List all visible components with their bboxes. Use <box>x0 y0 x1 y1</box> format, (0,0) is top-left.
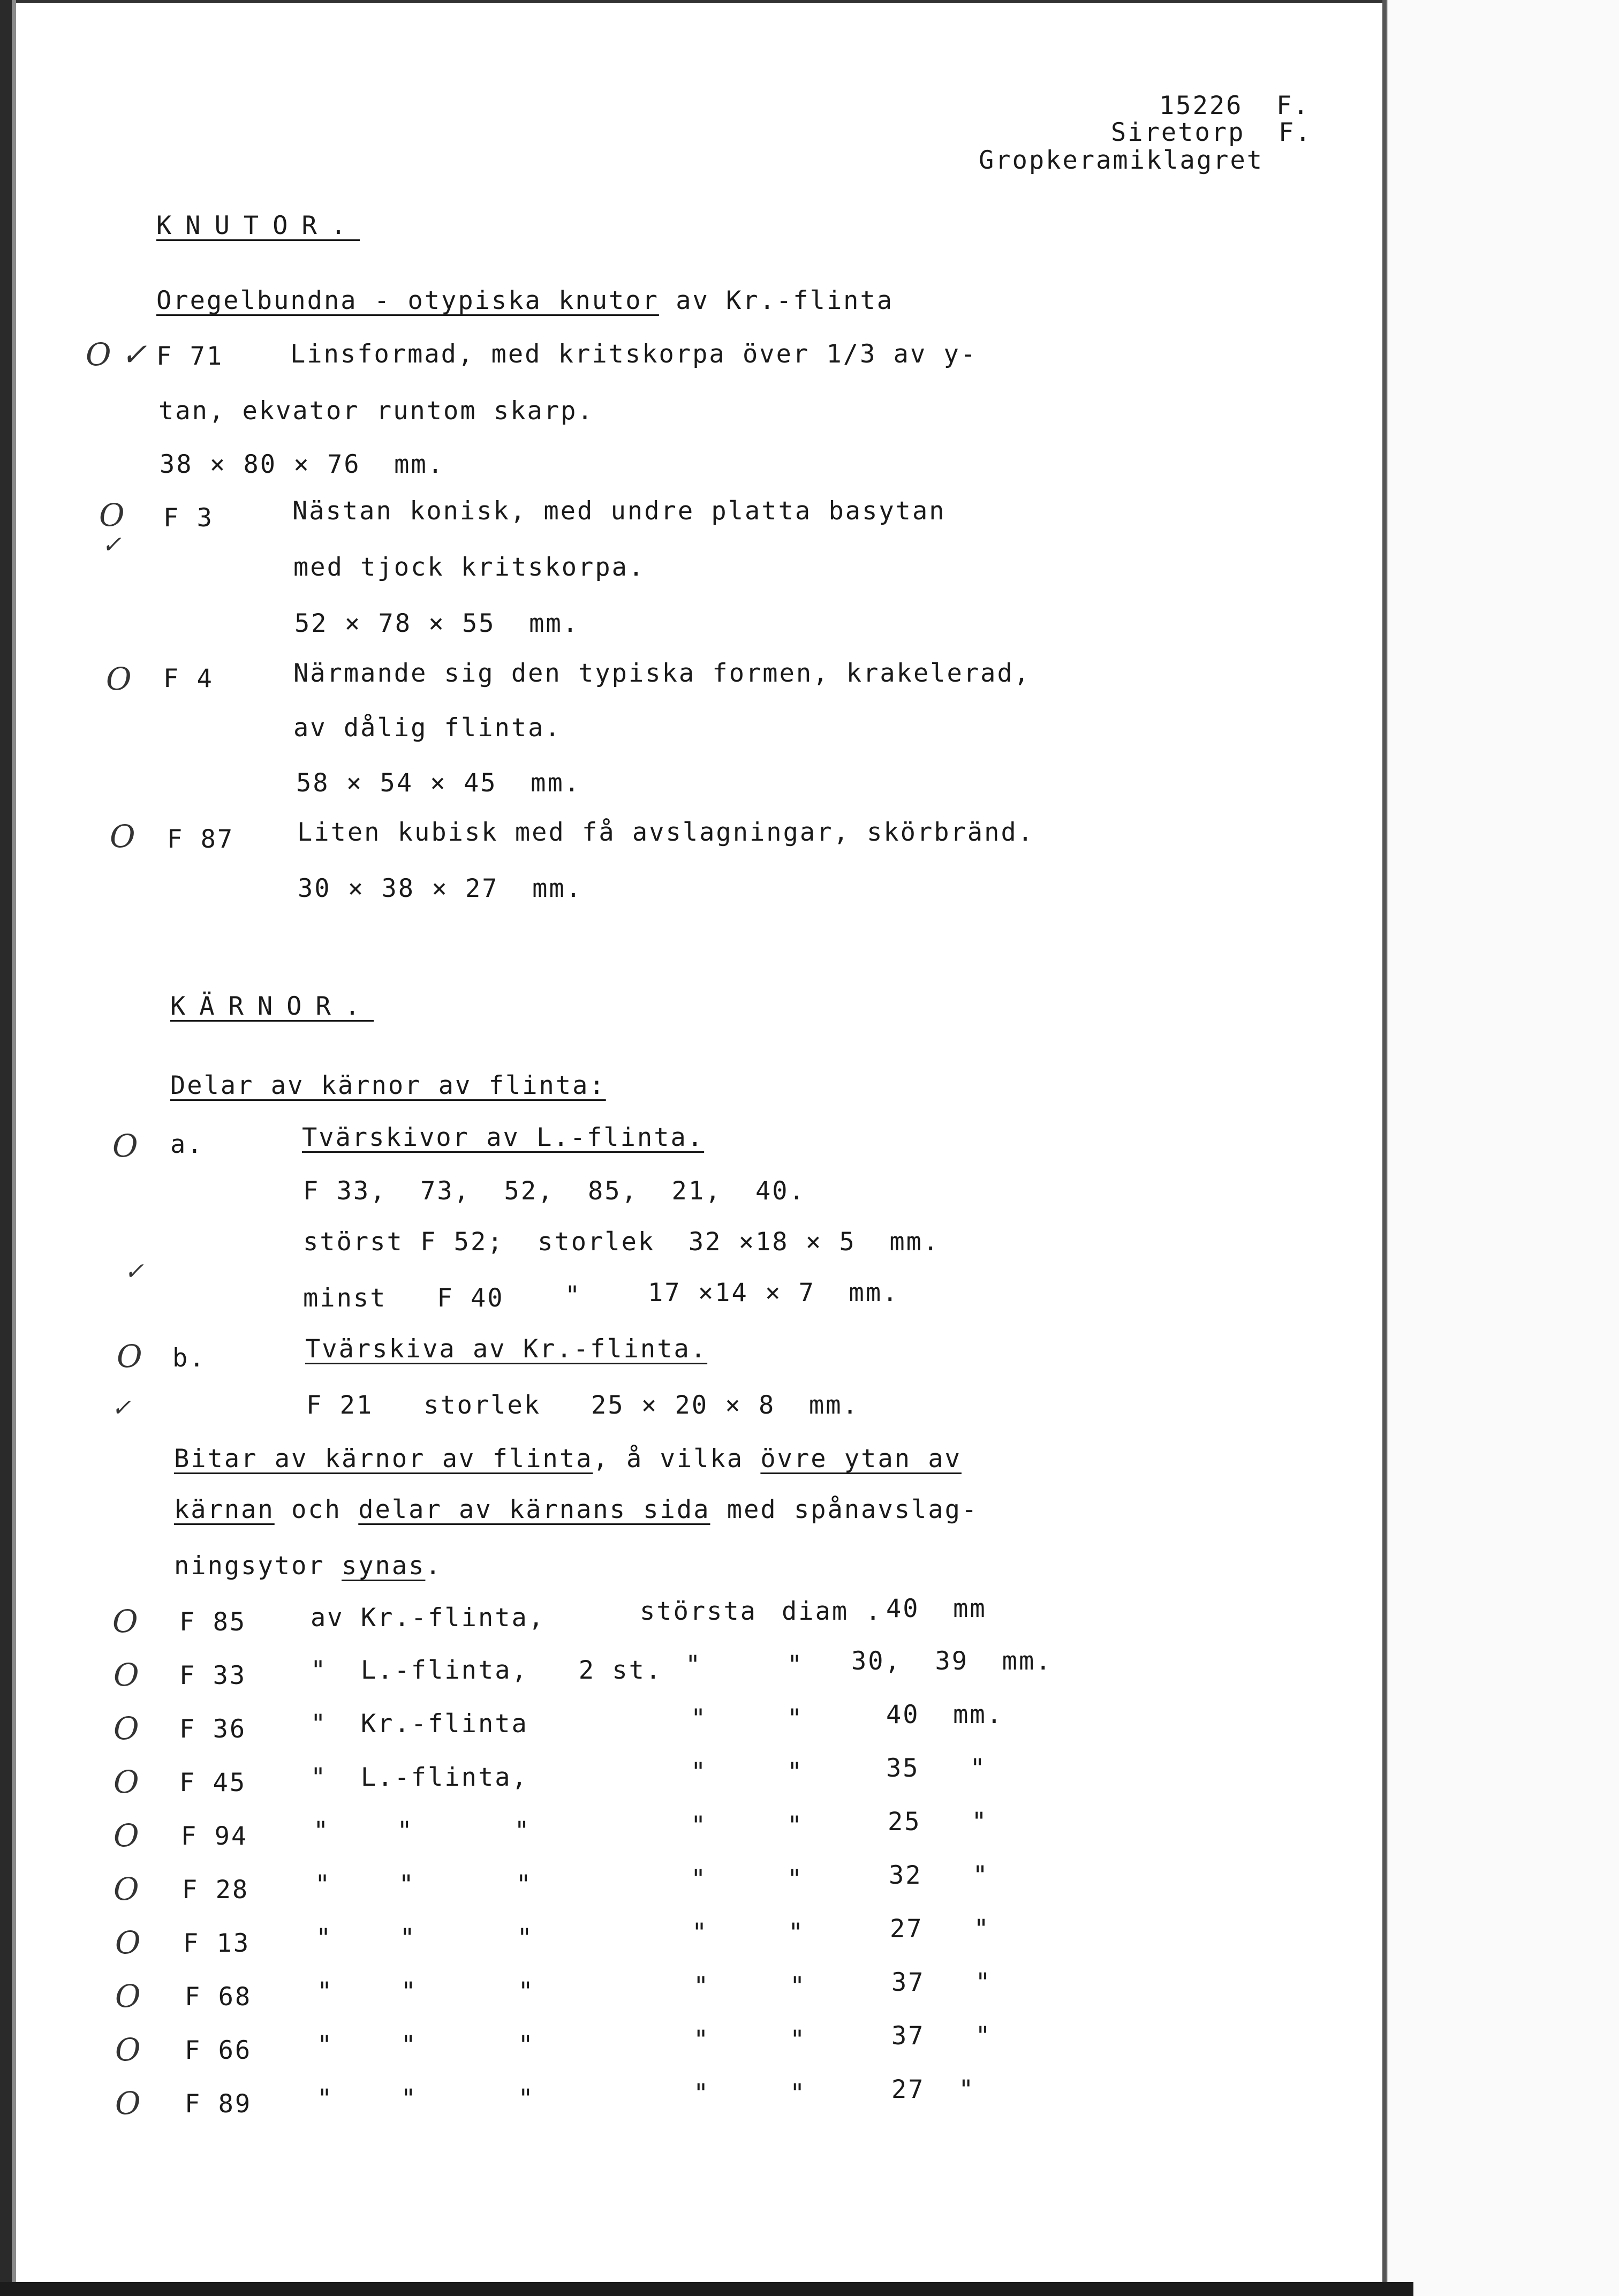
row-col2: " <box>790 1972 807 2001</box>
check-mark: ✓ <box>102 531 122 558</box>
section-subtitle-karnor: Delar av kärnor av flinta: <box>170 1071 606 1100</box>
row-description: " " " <box>317 2030 535 2060</box>
row-value: 27 " <box>890 1914 990 1944</box>
margin-mark: O <box>112 1603 138 1640</box>
header-catalog-number: 15226 F. <box>1159 91 1310 120</box>
row-value: 25 " <box>888 1807 988 1837</box>
row-value: 30, 39 mm. <box>851 1647 1053 1676</box>
scan-background-right <box>1387 0 1619 2296</box>
row-col2: " <box>788 1918 805 1947</box>
margin-mark: O <box>99 497 125 533</box>
row-description: " " " <box>313 1816 531 1846</box>
row-id: F 68 <box>185 1982 252 2012</box>
item-smallest-dims-a: 17 ×14 × 7 mm. <box>648 1278 899 1308</box>
row-description: " " " <box>316 1923 534 1953</box>
header-layer: Gropkeramiklagret <box>979 146 1264 175</box>
row-value: 32 " <box>889 1861 989 1890</box>
row-id: F 89 <box>185 2089 252 2119</box>
row-description: " " " <box>317 1977 535 2006</box>
paragraph-line1: Bitar av kärnor av flinta, å vilka övre ytan av <box>174 1444 962 1474</box>
row-col2: " <box>790 2079 807 2108</box>
section-title-knutor: KNUTOR. <box>156 211 360 240</box>
row-description: " L.-flinta, 2 st. <box>311 1656 663 1685</box>
row-col1: största <box>640 1597 758 1626</box>
row-description: " " " <box>315 1870 533 1899</box>
item-largest-a: störst F 52; storlek 32 ×18 × 5 mm. <box>303 1227 940 1257</box>
row-col2: " <box>787 1704 804 1733</box>
item-description-cont: av dålig flinta. <box>293 713 562 743</box>
margin-mark: O <box>117 1338 142 1374</box>
row-description: " L.-flinta, <box>311 1763 528 1792</box>
item-line-b: F 21 storlek 25 × 20 × 8 mm. <box>306 1391 859 1420</box>
row-col1: " <box>693 1972 710 2001</box>
margin-mark: O <box>115 2085 141 2121</box>
row-value: 37 " <box>891 1968 992 1997</box>
row-col1: " <box>685 1650 702 1680</box>
row-id: F 33 <box>179 1661 247 1690</box>
row-col1: " <box>691 1864 708 1894</box>
margin-mark: O <box>115 1978 141 2014</box>
paragraph-line3: ningsytor synas. <box>174 1551 442 1581</box>
margin-mark: O <box>106 661 132 697</box>
row-col1: " <box>691 1811 708 1840</box>
row-id: F 28 <box>182 1875 249 1905</box>
item-description-cont: med tjock kritskorpa. <box>293 553 646 582</box>
row-id: F 45 <box>179 1768 247 1797</box>
paragraph-line2: kärnan och delar av kärnans sida med spånavslag- <box>174 1495 979 1524</box>
item-list-a: F 33, 73, 52, 85, 21, 40. <box>303 1176 806 1206</box>
item-label-a: a. <box>170 1130 204 1159</box>
item-id: F 3 <box>163 503 214 533</box>
item-dimensions: 30 × 38 × 27 mm. <box>298 874 583 903</box>
row-col1: " <box>691 1704 708 1733</box>
row-col1: " <box>693 2025 710 2055</box>
scan-edge-top <box>0 0 1387 3</box>
scan-edge-right <box>1382 0 1387 2296</box>
margin-mark: O <box>114 1710 139 1747</box>
item-title-a: Tvärskivor av L.-flinta. <box>302 1123 705 1152</box>
scan-edge-left-shadow <box>12 0 16 2296</box>
check-mark: ✓ <box>111 1394 131 1422</box>
item-description-cont: tan, ekvator runtom skarp. <box>158 396 594 426</box>
row-id: F 94 <box>181 1822 248 1851</box>
row-col2: " <box>787 1811 804 1840</box>
row-col2: diam . <box>782 1597 882 1626</box>
row-col1: " <box>692 1918 709 1947</box>
row-id: F 13 <box>183 1929 251 1958</box>
row-col2: " <box>787 1864 804 1894</box>
margin-mark: O <box>110 818 135 855</box>
item-id: F 4 <box>163 664 214 693</box>
row-value: 35 " <box>886 1754 987 1783</box>
scan-edge-left <box>0 0 12 2296</box>
item-dimensions: 58 × 54 × 45 mm. <box>296 768 581 798</box>
scan-edge-bottom <box>0 2282 1413 2296</box>
item-description: Liten kubisk med få avslagningar, skörbränd. <box>297 818 1035 847</box>
item-id: F 71 <box>156 342 224 371</box>
margin-mark: O <box>112 1128 138 1164</box>
row-col1: " <box>691 1757 708 1787</box>
margin-mark: O <box>114 1817 139 1854</box>
item-dimensions: 38 × 80 × 76 mm. <box>160 450 445 479</box>
section-title-karnor: KÄRNOR. <box>170 992 374 1021</box>
item-description: Linsformad, med kritskorpa över 1/3 av y- <box>290 339 978 369</box>
row-value: 27 " <box>891 2075 975 2104</box>
row-id: F 85 <box>179 1607 247 1637</box>
row-description: av Kr.-flinta, <box>311 1603 546 1633</box>
header-site: Siretorp F. <box>1111 118 1312 147</box>
row-value: 40 mm. <box>886 1700 1004 1729</box>
row-id: F 66 <box>185 2036 252 2065</box>
row-col2: " <box>787 1757 804 1787</box>
check-mark: ✓ <box>124 1258 144 1285</box>
row-id: F 36 <box>179 1715 247 1744</box>
item-description: Närmande sig den typiska formen, krakelerad, <box>293 659 1031 688</box>
margin-mark: O <box>115 1924 141 1961</box>
item-description: Nästan konisk, med undre platta basytan <box>292 496 946 526</box>
margin-mark: O <box>114 1764 139 1800</box>
item-id: F 87 <box>167 825 234 854</box>
row-value: 40 mm <box>886 1594 987 1623</box>
row-description: " Kr.-flinta <box>311 1709 528 1739</box>
row-col2: " <box>787 1650 804 1680</box>
item-title-b: Tvärskiva av Kr.-flinta. <box>305 1334 708 1364</box>
item-label-b: b. <box>172 1343 206 1373</box>
row-value: 37 " <box>891 2021 992 2051</box>
margin-mark: O <box>114 1871 139 1907</box>
margin-mark: O <box>114 1657 139 1693</box>
item-dimensions: 52 × 78 × 55 mm. <box>294 609 580 638</box>
row-col2: " <box>790 2025 807 2055</box>
margin-mark: O <box>115 2031 141 2068</box>
section-subtitle-knutor: Oregelbundna - otypiska knutor av Kr.-flinta <box>156 286 894 315</box>
row-description: " " " <box>317 2084 535 2113</box>
ditto-mark: " <box>565 1281 582 1310</box>
item-smallest-label-a: minst F 40 <box>303 1283 504 1313</box>
margin-mark: O ✓ <box>86 336 147 373</box>
row-col1: " <box>693 2079 710 2108</box>
